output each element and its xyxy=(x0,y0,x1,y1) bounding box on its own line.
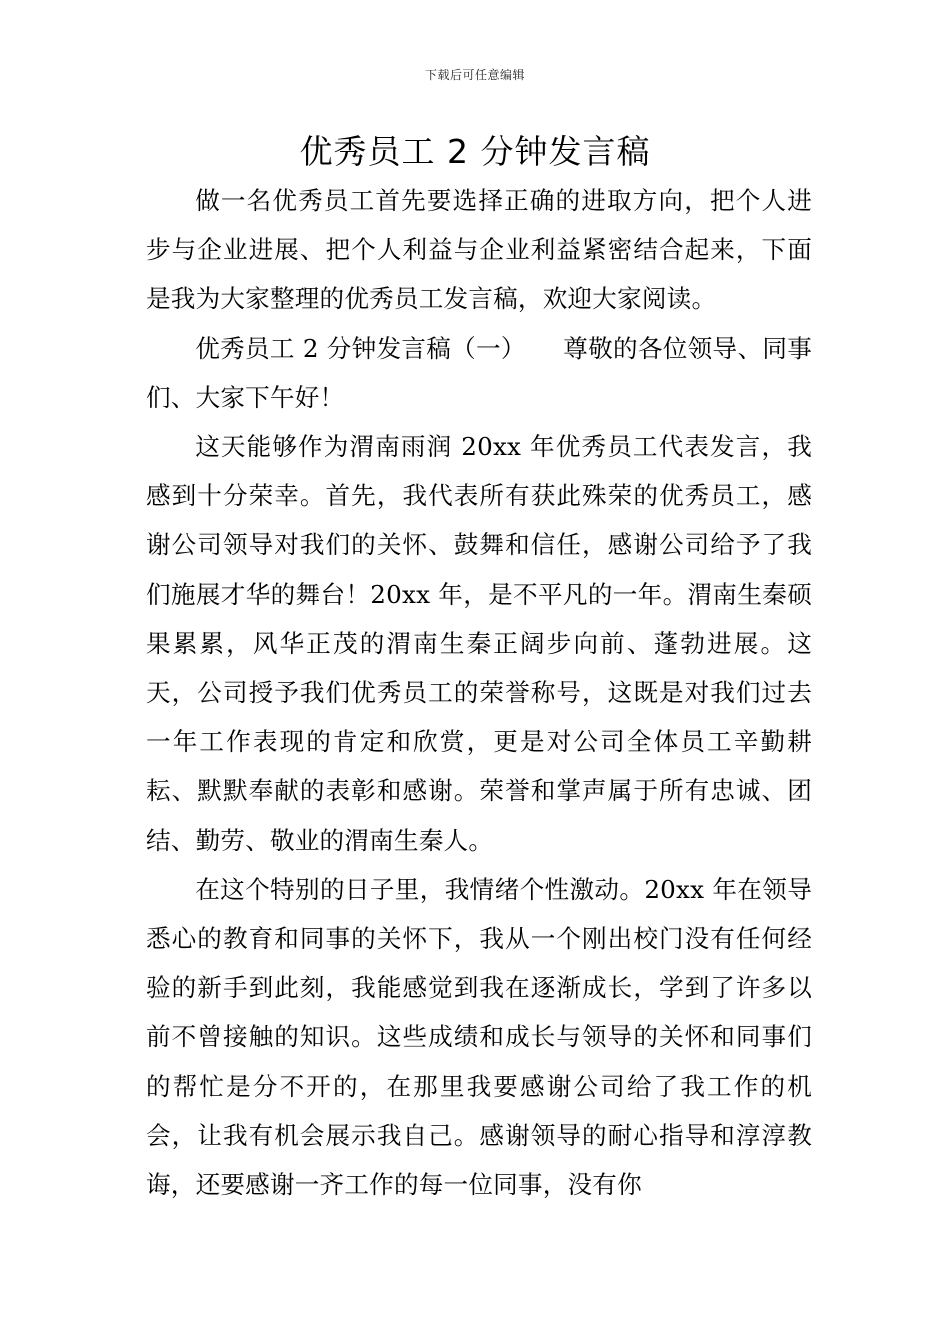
header-note: 下载后可任意编辑 xyxy=(424,68,525,82)
paragraph-speech-2: 在这个特别的日子里，我情绪个性激动。20xx 年在领导悉心的教育和同事的关怀下，我从一个刚出校门没有任何经验的新手到此刻，我能感觉到我在逐渐成长，学到了许多以前不曾接触的知识。这些成绩和成长与领导的关怀和同事们的帮忙是分不开的，在那里我要感谢公司给了我工作的机会，让我有机会展示我自己。感谢领导的耐心指导和淳淳教诲，还要感谢一齐工作的每一位同事，没有你 xyxy=(146,874,812,1200)
paragraph-speech-1: 这天能够作为渭南雨润 20xx 年优秀员工代表发言，我感到十分荣幸。首先，我代表所有获此殊荣的优秀员工，感谢公司领导对我们的关怀、鼓舞和信任，感谢公司给予了我们施展才华的舞台！20xx 年，是不平凡的一年。渭南生秦硕果累累，风华正茂的渭南生秦正阔步向前、蓬勃进展。这天，公司授予我们优秀员工的荣誉称号，这既是对我们过去一年工作表现的肯定和欣赏，更是对公司全体员工辛勤耕耘、默默奉献的表彰和感谢。荣誉和掌声属于所有忠诚、团结、勤劳、敬业的渭南生秦人。 xyxy=(146,432,812,855)
paragraph-intro: 做一名优秀员工首先要选择正确的进取方向，把个人进步与企业进展、把个人利益与企业利益紧密结合起来，下面是我为大家整理的优秀员工发言稿，欢迎大家阅读。 xyxy=(146,186,812,314)
document-title: 优秀员工 2 分钟发言稿 xyxy=(299,132,651,171)
paragraph-section-heading: 优秀员工 2 分钟发言稿（一） 尊敬的各位领导、同事们、大家下午好！ xyxy=(146,333,812,412)
document-body xyxy=(146,176,812,1209)
